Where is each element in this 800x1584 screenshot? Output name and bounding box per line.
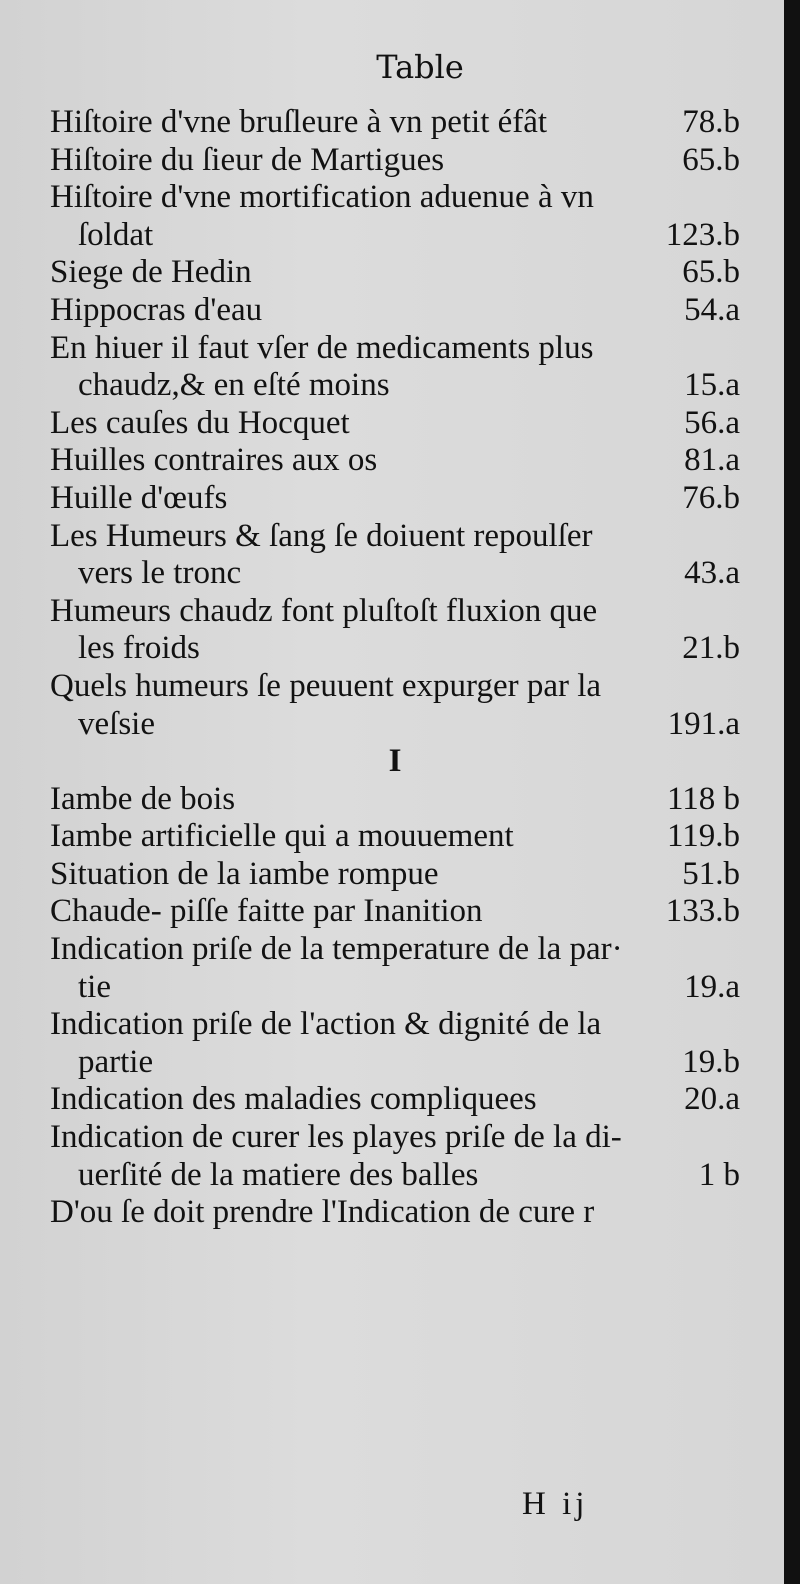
page-ref: 56.a (684, 404, 740, 441)
index-line (50, 856, 740, 894)
index-line (50, 367, 740, 405)
index-line (50, 1119, 740, 1157)
page-ref: 20.a (684, 1081, 740, 1118)
page-ref: 81.a (684, 442, 740, 479)
index-line (50, 330, 740, 368)
page-ref: 65.b (682, 141, 740, 178)
entry-text: ſoldat (78, 216, 154, 253)
index-line (50, 1006, 740, 1044)
entry-text: Huilles contraires aux os (50, 442, 378, 479)
page-ref: 118 b (666, 780, 740, 817)
index-line (50, 593, 740, 631)
entry-text: En hiuer il faut vſer de medicaments plus (50, 329, 594, 366)
dark-page-edge (784, 0, 800, 1584)
page-ref: 78.b (682, 104, 740, 140)
page-ref: 191.a (667, 705, 740, 742)
page-ref: 76.b (682, 479, 740, 516)
page-ref: 119.b (666, 818, 740, 855)
index-line (50, 706, 740, 744)
entry-text: Les Humeurs & ſang ſe doiuent repoulſer (50, 517, 593, 554)
index-line (50, 893, 740, 931)
index-line (50, 1044, 740, 1082)
index-entries (50, 104, 740, 1232)
index-line (50, 142, 740, 180)
page-ref: 19.a (684, 968, 740, 1005)
entry-text: Indication priſe de la temperature de la par· (50, 931, 623, 968)
entry-text: vers le tronc (78, 555, 242, 592)
page-ref: 51.b (682, 855, 740, 892)
entry-text: Chaude- piſſe faitte par Inanition (50, 893, 483, 930)
page-ref: 19.b (682, 1043, 740, 1080)
index-line (50, 292, 740, 330)
entry-text: Siege de Hedin (50, 254, 252, 291)
index-line (50, 254, 740, 292)
entry-text: Hiſtoire d'vne bruſleure à vn petit éfât (50, 104, 548, 140)
page-ref: 15.a (684, 367, 740, 404)
entry-text: Les cauſes du Hocquet (50, 404, 350, 441)
index-line (50, 518, 740, 556)
index-line (50, 818, 740, 856)
index-line (50, 442, 740, 480)
index-line (50, 668, 740, 706)
running-header: Table (376, 48, 464, 86)
page-ref: 43.a (684, 555, 740, 592)
index-line (50, 931, 740, 969)
index-line (50, 104, 740, 142)
entry-text: uerſité de la matiere des balles (78, 1156, 479, 1193)
entry-text: Humeurs chaudz font pluſtoſt fluxion que (50, 592, 598, 629)
entry-text: tie (78, 968, 111, 1005)
index-line (50, 630, 740, 668)
entry-text: Hippocras d'eau (50, 291, 263, 328)
index-line (50, 1081, 740, 1119)
index-line (50, 1157, 740, 1195)
entry-text: Iambe artificielle qui a mouuement (50, 818, 514, 855)
entry-text: Quels humeurs ſe peuuent expurger par la (50, 667, 602, 704)
index-line (50, 781, 740, 819)
section-letter (50, 743, 740, 781)
entry-text: veſsie (78, 705, 155, 742)
index-line (50, 217, 740, 255)
page-ref: 133.b (665, 893, 740, 930)
entry-text: Huille d'œufs (50, 479, 228, 516)
entry-text: partie (78, 1043, 154, 1080)
index-line (50, 179, 740, 217)
entry-text: Hiſtoire du ſieur de Martigues (50, 141, 445, 178)
entry-text: Iambe de bois (50, 780, 236, 817)
index-line (50, 405, 740, 443)
entry-text: D'ou ſe doit prendre l'Indication de cure r (50, 1194, 595, 1231)
entry-text: Indication priſe de l'action & dignité de la (50, 1006, 602, 1043)
page-ref: 1 b (698, 1156, 740, 1193)
signature-mark: H ij (522, 1486, 589, 1522)
page-ref: 65.b (682, 254, 740, 291)
index-line (50, 969, 740, 1007)
page-ref: 21.b (682, 630, 740, 667)
page-ref: 123.b (665, 216, 740, 253)
entry-text: les froids (78, 630, 200, 667)
page-ref: 54.a (684, 291, 740, 328)
index-line (50, 555, 740, 593)
index-line (50, 480, 740, 518)
entry-text: Hiſtoire d'vne mortification aduenue à vn (50, 179, 594, 216)
entry-text: Situation de la iambe rompue (50, 855, 439, 892)
entry-text: Indication des maladies compliquees (50, 1081, 537, 1118)
entry-text: Indication de curer les playes priſe de la di- (50, 1119, 622, 1156)
index-line (50, 1194, 740, 1232)
entry-text: chaudz,& en eſté moins (78, 367, 390, 404)
entry-text: I (388, 743, 402, 780)
